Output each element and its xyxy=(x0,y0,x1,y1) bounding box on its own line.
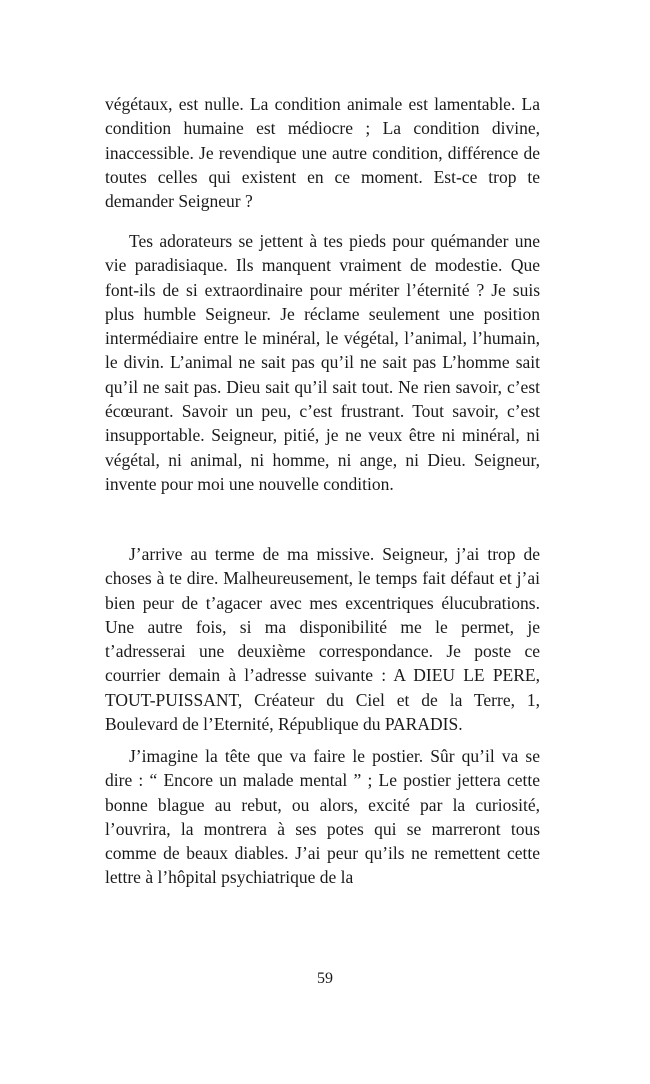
paragraph-missive xyxy=(105,542,540,736)
paragraph-adorateurs xyxy=(105,229,540,496)
paragraph-continuation xyxy=(105,92,540,213)
paragraph-text: végétaux, est nulle. La condition animale est lamentable. La condition humaine est médiocre ; La condition divine, inaccessible. Je revendique une autre condition, différence de toutes celles qui existent en ce moment. Est-ce trop te demander Seigneur ? xyxy=(105,94,540,212)
paragraph-text: J’arrive au terme de ma missive. Seigneur, j’ai trop de choses à te dire. Malheureusement, le temps fait défaut et j’ai bien peur de t’agacer avec mes excentriques élucubrations. Une autre fois, si ma disponibilité me le permet, je t’adresserai une deuxième correspondance. Je poste ce courrier demain à l’adresse suivante : A DIEU LE PERE, TOUT-PUISSANT, Créateur du Ciel et de la Terre, 1, Boulevard de l’Eternité, République du PARADIS. xyxy=(105,544,540,735)
paragraph-text: J’imagine la tête que va faire le postier. Sûr qu’il va se dire : “ Encore un malade mental ” ; Le postier jettera cette bonne blague au rebut, ou alors, excité par la curiosité, l’ouvrira, la montrera à ses potes qui se marreront tous comme de beaux diables. J’ai peur qu’ils ne remettent cette lettre à l’hôpital psychiatrique de la xyxy=(105,746,540,888)
paragraph-text: Tes adorateurs se jettent à tes pieds pour quémander une vie paradisiaque. Ils manquent vraiment de modestie. Que font-ils de si extraordinaire pour mériter l’éternité ? Je suis plus humble Seigneur. Je réclame seulement une position intermédiaire entre le minéral, le végétal, l’animal, l’humain, le divin. L’animal ne sait pas qu’il ne sait pas L’homme sait qu’il ne sait pas. Dieu sait qu’il sait tout. Ne rien savoir, c’est écœurant. Savoir un peu, c’est frustrant. Tout savoir, c’est insupportable. Seigneur, pitié, je ne veux être ni minéral, ni végétal, ni animal, ni homme, ni ange, ni Dieu. Seigneur, invente pour moi une nouvelle condition. xyxy=(105,231,540,494)
paragraph-postier xyxy=(105,744,540,890)
page-number: 59 xyxy=(317,970,333,987)
